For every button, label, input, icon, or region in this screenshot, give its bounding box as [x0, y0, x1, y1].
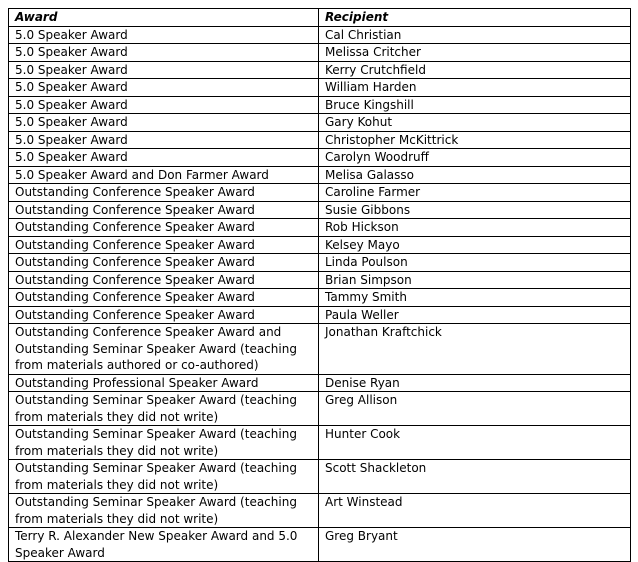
award-cell: Outstanding Conference Speaker Award: [9, 201, 319, 219]
recipient-cell: Kelsey Mayo: [319, 236, 631, 254]
table-row: [9, 131, 631, 149]
award-cell: Outstanding Conference Speaker Award: [9, 306, 319, 324]
award-cell: 5.0 Speaker Award: [9, 44, 319, 62]
table-row: [9, 219, 631, 237]
recipient-cell: Jonathan Kraftchick: [319, 324, 631, 375]
award-cell: Outstanding Seminar Speaker Award (teaching from materials they did not write): [9, 392, 319, 426]
award-cell: 5.0 Speaker Award: [9, 96, 319, 114]
table-row: [9, 494, 631, 528]
table-row: [9, 324, 631, 375]
recipient-cell: Linda Poulson: [319, 254, 631, 272]
table-row: [9, 166, 631, 184]
award-cell: Outstanding Conference Speaker Award: [9, 289, 319, 307]
recipient-cell: Greg Allison: [319, 392, 631, 426]
table-row: [9, 374, 631, 392]
recipient-cell: Scott Shackleton: [319, 460, 631, 494]
awards-table: [8, 8, 631, 562]
table-row: [9, 254, 631, 272]
table-row: [9, 79, 631, 97]
recipient-cell: Greg Bryant: [319, 528, 631, 562]
recipient-cell: Bruce Kingshill: [319, 96, 631, 114]
award-cell: Terry R. Alexander New Speaker Award and 5.0 Speaker Award: [9, 528, 319, 562]
recipient-cell: Caroline Farmer: [319, 184, 631, 202]
table-row: [9, 460, 631, 494]
table-row: [9, 528, 631, 562]
recipient-cell: William Harden: [319, 79, 631, 97]
recipient-cell: Christopher McKittrick: [319, 131, 631, 149]
award-cell: 5.0 Speaker Award: [9, 149, 319, 167]
recipient-cell: Tammy Smith: [319, 289, 631, 307]
recipient-cell: Cal Christian: [319, 26, 631, 44]
recipient-cell: Melisa Galasso: [319, 166, 631, 184]
recipient-cell: Gary Kohut: [319, 114, 631, 132]
table-row: [9, 201, 631, 219]
table-row: [9, 271, 631, 289]
award-cell: Outstanding Conference Speaker Award: [9, 236, 319, 254]
header-award: Award: [9, 9, 319, 27]
table-row: [9, 26, 631, 44]
header-recipient: Recipient: [319, 9, 631, 27]
table-row: [9, 114, 631, 132]
award-cell: 5.0 Speaker Award: [9, 61, 319, 79]
award-cell: Outstanding Seminar Speaker Award (teaching from materials they did not write): [9, 426, 319, 460]
award-cell: Outstanding Conference Speaker Award: [9, 271, 319, 289]
award-cell: Outstanding Seminar Speaker Award (teaching from materials they did not write): [9, 494, 319, 528]
award-cell: Outstanding Professional Speaker Award: [9, 374, 319, 392]
award-cell: Outstanding Conference Speaker Award: [9, 184, 319, 202]
award-cell: Outstanding Conference Speaker Award and Outstanding Seminar Speaker Award (teaching from materials authored or co-authored): [9, 324, 319, 375]
award-cell: 5.0 Speaker Award: [9, 114, 319, 132]
table-row: [9, 426, 631, 460]
award-cell: Outstanding Seminar Speaker Award (teaching from materials they did not write): [9, 460, 319, 494]
award-cell: 5.0 Speaker Award and Don Farmer Award: [9, 166, 319, 184]
recipient-cell: Rob Hickson: [319, 219, 631, 237]
recipient-cell: Susie Gibbons: [319, 201, 631, 219]
recipient-cell: Denise Ryan: [319, 374, 631, 392]
table-row: [9, 61, 631, 79]
table-row: [9, 306, 631, 324]
award-cell: Outstanding Conference Speaker Award: [9, 254, 319, 272]
table-header-row: [9, 9, 631, 27]
award-cell: 5.0 Speaker Award: [9, 79, 319, 97]
table-row: [9, 184, 631, 202]
recipient-cell: Paula Weller: [319, 306, 631, 324]
table-row: [9, 236, 631, 254]
recipient-cell: Carolyn Woodruff: [319, 149, 631, 167]
table-row: [9, 44, 631, 62]
table-body: [9, 26, 631, 562]
table-row: [9, 392, 631, 426]
table-row: [9, 289, 631, 307]
recipient-cell: Art Winstead: [319, 494, 631, 528]
recipient-cell: Kerry Crutchfield: [319, 61, 631, 79]
award-cell: 5.0 Speaker Award: [9, 131, 319, 149]
recipient-cell: Melissa Critcher: [319, 44, 631, 62]
award-cell: Outstanding Conference Speaker Award: [9, 219, 319, 237]
award-cell: 5.0 Speaker Award: [9, 26, 319, 44]
recipient-cell: Brian Simpson: [319, 271, 631, 289]
recipient-cell: Hunter Cook: [319, 426, 631, 460]
table-row: [9, 149, 631, 167]
table-row: [9, 96, 631, 114]
